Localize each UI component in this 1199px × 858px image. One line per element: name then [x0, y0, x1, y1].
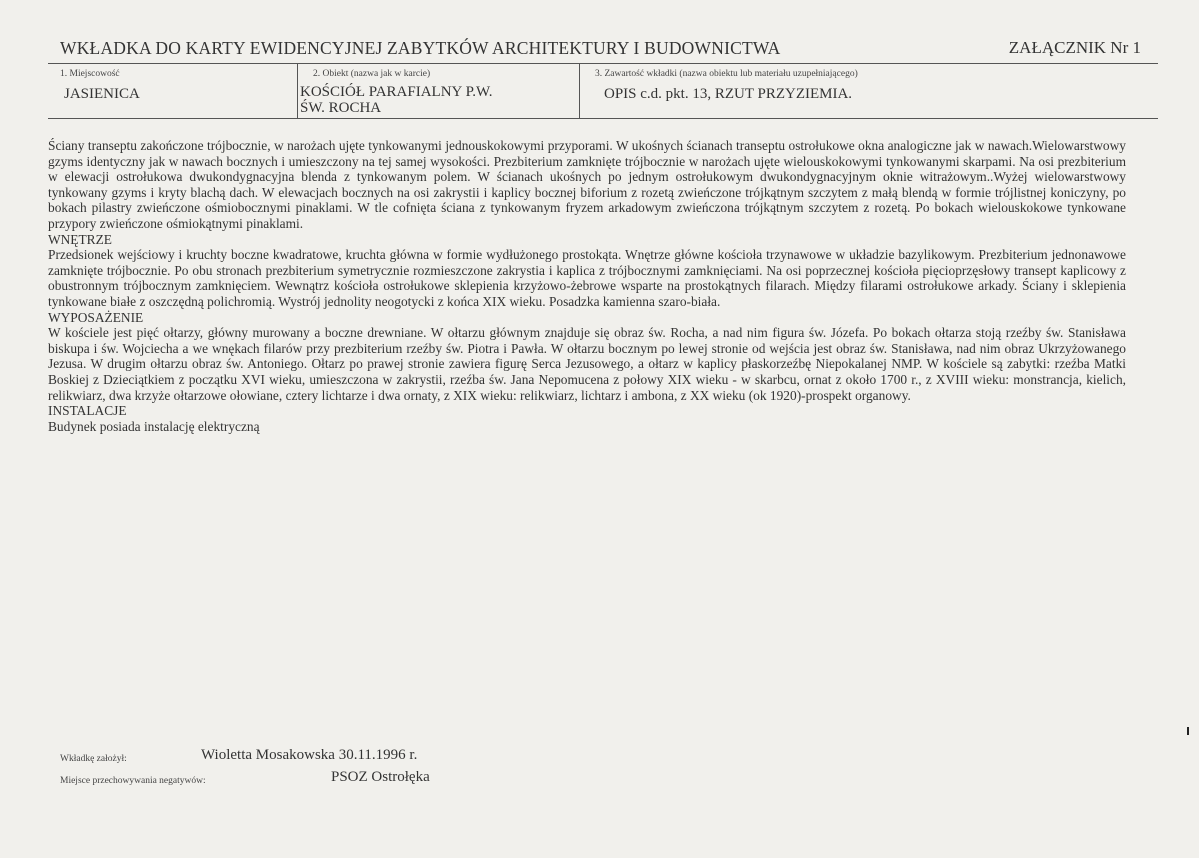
furnishing-paragraph: W kościele jest pięć ołtarzy, główny murowany a boczne drewniane. W ołtarzu głównym znajduje się obraz św. Rocha, a nad nim figura św. Józefa. Po bokach ołtarza stoją rzeźby św. Stanisława biskupa i św. Wojciecha a we wnękach filarów przy prezbiterium rzeźby św. Piotra i Pawła. W ołtarzu bocznym po lewej stronie od wejścia jest obraz św. Stanisława, nad nim obraz Ukrzyżowanego Jezusa. W drugim ołtarzu obraz św. Antoniego. Ołtarz po prawej stronie zawiera figurę Serca Jezusowego, a ołtarz w kaplicy płaskorzeźbę Niepokalanej NMP. W kościele są zabytki: rzeźba Matki Boskiej z Dzieciątkiem z początku XVI wieku, umieszczona w zakrystii, rzeźba św. Jana Nepomucena z połowy XIX wieku - w skarbcu, ornat z około 1700 r., z XVIII wieku: monstrancja, kielich, relikwiarz, dwa krzyże ołtarzowe ołowiane, cztery lichtarze i dwa ornaty, z XIX wieku: relikwiarz, lichtarz i ambona, z XX wieku (ok 1920)-prospekt organowy. — [48, 325, 1126, 403]
negatives-location-value: PSOZ Ostrołęka — [331, 769, 430, 785]
installations-paragraph: Budynek posiada instalację elektryczną — [48, 418, 260, 434]
attachment-number: ZAŁĄCZNIK Nr 1 — [1008, 38, 1141, 57]
created-by-label: Wkładkę założył: — [60, 754, 127, 764]
object-label: 2. Obiekt (nazwa jak w karcie) — [313, 69, 431, 79]
card-title: WKŁADKA DO KARTY EWIDENCYJNEJ ZABYTKÓW ARCHITEKTURY I BUDOWNICTWA — [60, 38, 781, 58]
description-body — [48, 138, 1126, 434]
installations-heading: INSTALACJE — [48, 403, 127, 419]
content-label: 3. Zawartość wkładki (nazwa obiektu lub materiału uzupełniającego) — [595, 69, 858, 79]
interior-paragraph: Przedsionek wejściowy i kruchty boczne kwadratowe, kruchta główna w formie wydłużonego prostokąta. Wnętrze główne kościoła trzynawowe w układzie bazylikowym. Prezbiterium jednonawowe zamknięte trójbocznie. Po obu stronach prezbiterium symetrycznie rozmieszczone zakrystia i kaplica z trójbocznymi zamknięciami. Na osi poprzecznej kościoła pięcioprzęsłowy transept kaplicowy z obustronnym trójbocznym zamknięciem. Wewnątrz kościoła ostrołukowe sklepienia krzyżowo-żebrowe wsparte na prostokątnych filarach. Między filarami ostrołukowe arkady. Ściany i sklepienia tynkowane białe z oszczędną polichromią. Wystrój jednolity neogotycki z końca XIX wieku. Posadzka kamienna szaro-biała. — [48, 247, 1126, 309]
furnishing-heading: WYPOSAŻENIE — [48, 309, 144, 325]
fields-bottom-rule — [48, 118, 1158, 119]
field-divider-2 — [579, 63, 580, 119]
interior-heading: WNĘTRZE — [48, 231, 112, 247]
content-value: OPIS c.d. pkt. 13, RZUT PRZYZIEMIA. — [604, 86, 853, 102]
created-by-value: Wioletta Mosakowska 30.11.1996 r. — [201, 747, 418, 763]
field-divider-1 — [297, 63, 298, 119]
negatives-location-label: Miejsce przechowywania negatywów: — [60, 776, 206, 786]
exterior-paragraph: Ściany transeptu zakończone trójbocznie, w narożach ujęte tynkowanymi jednouskokowymi przyporami. W ukośnych ścianach transeptu ostrołukowe okna analogiczne jak w nawach.Wielowarstwowy gzyms identyczny jak w nawach bocznych i umieszczony na tej samej wysokości. Prezbiterium zamknięte trójbocznie w narożach ujęte wielouskokowymi tynkowanymi skarpami. Na osi prezbiterium w elewacji ostrołukowa dwukondygnacyjna blenda z tynkowanym polem. W ścianach ukośnych po jednym ostrołukowym dwukondygnacyjnym oknie witrażowym..Wyżej wielowarstwowy tynkowany gzyms i kryty blachą dach. W elewacjach bocznych na osi zakrystii i kaplicy bocznej biforium z rozetą zwieńczone trójkątnym szczytem z małą blendą w formie trójlistnej koniczyny, po bokach pilastry zwieńczone ośmiobocznymi pinaklami. W tle cofnięta ściana z tynkowanym fryzem arkadowym zwieńczona trójkątnym szczytem z rozetą. Po bokach wielouskokowe tynkowane przypory zwieńczone ośmiokątnymi pinaklami. — [48, 138, 1126, 231]
top-rule — [48, 63, 1158, 64]
edge-mark — [1187, 727, 1189, 735]
object-value-line1: KOŚCIÓŁ PARAFIALNY P.W. — [300, 84, 493, 100]
locality-value: JASIENICA — [64, 86, 140, 102]
object-value-line2: ŚW. ROCHA — [300, 100, 382, 116]
locality-label: 1. Miejscowość — [60, 69, 120, 79]
